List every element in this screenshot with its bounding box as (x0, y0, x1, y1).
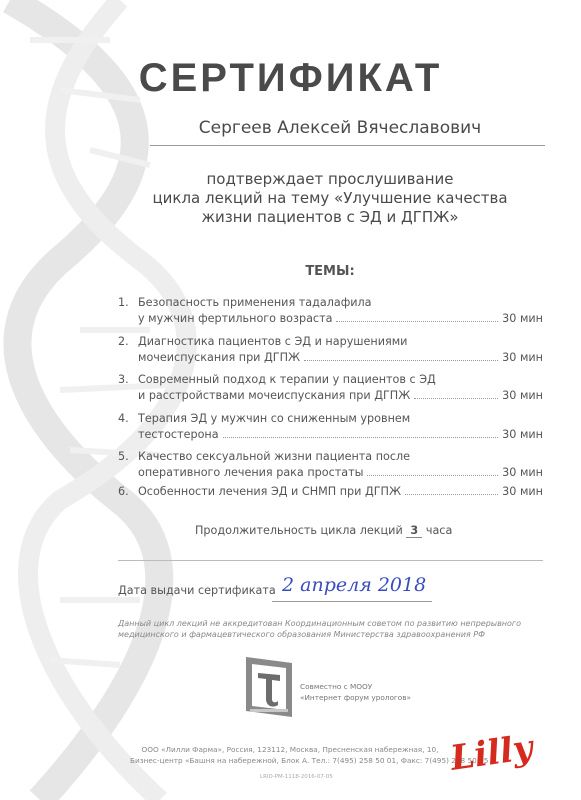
topic-line: Терапия ЭД у мужчин со сниженным уровнем (138, 412, 411, 425)
topic-line: и расстройствами мочеиспускания при ДГПЖ (138, 389, 411, 402)
topic-line: Современный подход к терапии у пациентов с ЭД (138, 373, 436, 386)
topic-number: 6. (118, 485, 129, 498)
issue-date-label: Дата выдачи сертификата (118, 584, 276, 597)
address-line: ООО «Лилли Фарма», Россия, 123112, Москва, Пресненская набережная, 10, (141, 745, 439, 754)
topic-line: у мужчин фертильного возраста (138, 312, 333, 325)
topic-number: 4. (118, 412, 129, 425)
topic-line: Диагностика пациентов с ЭД и нарушениями (138, 335, 408, 348)
topic-line: оперативного лечения рака простаты (138, 466, 364, 479)
duration-hours: 3 (406, 524, 422, 538)
topic-duration: 30 мин (502, 351, 543, 364)
topic-duration: 30 мин (502, 466, 543, 479)
topic-line: мочеиспускания при ДГПЖ (138, 351, 301, 364)
section-divider (118, 560, 543, 561)
topic-line: тестостерона (138, 428, 219, 441)
document-code: LRID-PM-1118-2016-07-05 (260, 774, 333, 780)
urology-forum-logo (244, 655, 294, 719)
confirm-line: цикла лекций на тему «Улучшение качества (152, 189, 508, 207)
cooperation-text (300, 681, 411, 703)
topic-duration: 30 мин (502, 428, 543, 441)
confirmation-text (110, 170, 550, 227)
confirm-line: подтверждает прослушивание (206, 170, 454, 188)
company-address (130, 744, 489, 766)
issue-date-handwritten: 2 апреля 2018 (282, 574, 427, 596)
topics-heading: ТЕМЫ: (305, 264, 355, 279)
topic-number: 2. (118, 335, 129, 348)
lilly-logo (448, 720, 538, 780)
coop-line: Совместно с МООУ (300, 682, 373, 691)
recipient-name: Сергеев Алексей Вячеславович (198, 118, 482, 138)
topic-duration: 30 мин (502, 312, 543, 325)
coop-line: «Интернет форум урологов» (300, 693, 411, 702)
duration-unit: часа (425, 524, 453, 537)
topic-number: 3. (118, 373, 129, 386)
date-underline (272, 601, 432, 602)
brand-wordmark: Lilly (448, 727, 536, 779)
topic-line: Особенности лечения ЭД и СНМП при ДГПЖ (138, 485, 401, 498)
topic-number: 1. (118, 296, 129, 309)
name-underline (150, 145, 545, 146)
topic-line: Качество сексуальной жизни пациента после (138, 450, 411, 463)
topic-duration: 30 мин (502, 389, 543, 402)
accreditation-note: Данный цикл лекций не аккредитован Координационным советом по развитию непрерывного медицинского и фармацевтического образования Министерства здравоохранения РФ (118, 619, 522, 639)
topic-number: 5. (118, 450, 129, 463)
duration-label: Продолжительность цикла лекций (195, 524, 403, 537)
certificate-title: СЕРТИФИКАТ (138, 56, 443, 100)
topic-duration: 30 мин (502, 485, 543, 498)
topic-line: Безопасность применения тадалафила (138, 296, 372, 309)
course-duration (195, 524, 452, 538)
confirm-line: жизни пациентов с ЭД и ДГПЖ» (201, 208, 459, 226)
address-line: Бизнес-центр «Башня на набережной, Блок А. Тел.: 7(495) 258 50 01, Факс: 7(495) 258 50 05 (130, 756, 489, 765)
